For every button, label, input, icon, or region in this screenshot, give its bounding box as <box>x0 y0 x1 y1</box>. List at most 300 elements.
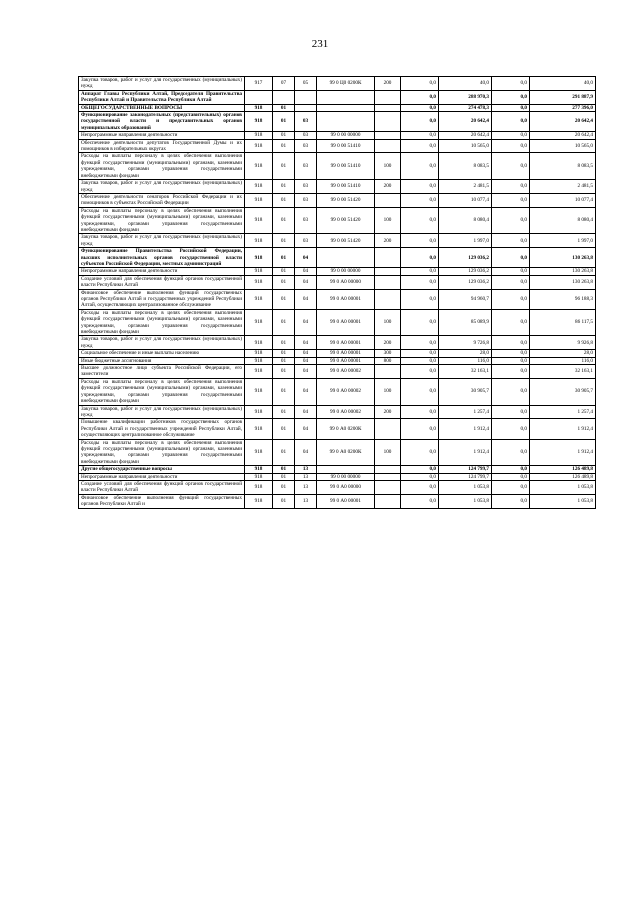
vr-cell: 800 <box>375 357 401 364</box>
ved-cell: 918 <box>245 405 273 419</box>
vr-cell: 100 <box>375 378 401 405</box>
name-cell: Финансовое обеспечение выполнения функций государственных органов Республики Алтай и государственных учреждений Республики Алтай, осуществляющих централизованное обслуживание <box>79 289 245 309</box>
value-3-cell: 0,0 <box>492 289 530 309</box>
value-2-cell: 8 083,5 <box>439 153 492 180</box>
value-1-cell: 0,0 <box>401 193 439 207</box>
value-2-cell: 129 036,2 <box>439 268 492 275</box>
value-1-cell: 0,0 <box>401 289 439 309</box>
table-row <box>79 104 596 111</box>
pr-cell: 13 <box>295 480 317 494</box>
pr-cell: 04 <box>295 419 317 439</box>
vr-cell <box>375 473 401 480</box>
value-4-cell: 20 642,4 <box>530 112 596 132</box>
pr-cell: 04 <box>295 357 317 364</box>
value-2-cell: 28,0 <box>439 350 492 357</box>
table-row <box>79 480 596 494</box>
value-3-cell: 0,0 <box>492 405 530 419</box>
value-4-cell: 1 053,8 <box>530 480 596 494</box>
table-row <box>79 405 596 419</box>
value-2-cell: 10 565,0 <box>439 139 492 153</box>
rz-cell: 01 <box>273 207 295 234</box>
value-3-cell: 0,0 <box>492 153 530 180</box>
pr-cell: 13 <box>295 473 317 480</box>
csr-cell: 99 0 А0 0200К <box>317 439 375 466</box>
value-4-cell: 9 926,8 <box>530 336 596 350</box>
table-row <box>79 275 596 289</box>
value-3-cell: 0,0 <box>492 132 530 139</box>
ved-cell: 918 <box>245 309 273 336</box>
pr-cell: 04 <box>295 439 317 466</box>
value-2-cell: 1 053,8 <box>439 494 492 508</box>
rz-cell: 01 <box>273 439 295 466</box>
csr-cell: 99 0 00 00000 <box>317 473 375 480</box>
ved-cell: 918 <box>245 480 273 494</box>
name-cell: Расходы на выплаты персоналу в целях обеспечения выполнения функций государственными (муниципальными) органами, казенными учреждениями, органами управления государственными внебюджетными фондами <box>79 153 245 180</box>
value-3-cell: 0,0 <box>492 193 530 207</box>
table-row <box>79 139 596 153</box>
pr-cell: 13 <box>295 494 317 508</box>
rz-cell: 01 <box>273 289 295 309</box>
value-2-cell: 274 478,3 <box>439 104 492 111</box>
csr-cell: 99 0 А0 00000 <box>317 275 375 289</box>
csr-cell <box>317 104 375 111</box>
value-2-cell: 8 080,4 <box>439 207 492 234</box>
vr-cell <box>375 90 401 104</box>
name-cell: Обеспечение деятельности сенаторов Российской Федерации и их помощников в субъектах Российской Федерации <box>79 193 245 207</box>
pr-cell: 03 <box>295 153 317 180</box>
vr-cell: 100 <box>375 153 401 180</box>
vr-cell <box>375 480 401 494</box>
value-2-cell: 32 163,1 <box>439 365 492 379</box>
rz-cell: 07 <box>273 77 295 91</box>
table-row <box>79 234 596 248</box>
table-row <box>79 350 596 357</box>
value-2-cell: 9 726,8 <box>439 336 492 350</box>
table-row <box>79 378 596 405</box>
vr-cell: 300 <box>375 350 401 357</box>
rz-cell: 01 <box>273 234 295 248</box>
vr-cell <box>375 112 401 132</box>
rz-cell: 01 <box>273 132 295 139</box>
value-1-cell: 0,0 <box>401 139 439 153</box>
ved-cell <box>245 90 273 104</box>
pr-cell: 04 <box>295 336 317 350</box>
value-4-cell: 130 263,8 <box>530 268 596 275</box>
table-row <box>79 309 596 336</box>
ved-cell: 918 <box>245 419 273 439</box>
value-3-cell: 0,0 <box>492 350 530 357</box>
value-2-cell: 1 912,4 <box>439 439 492 466</box>
value-1-cell: 0,0 <box>401 132 439 139</box>
value-1-cell: 0,0 <box>401 180 439 194</box>
value-4-cell: 28,0 <box>530 350 596 357</box>
ved-cell: 918 <box>245 248 273 268</box>
vr-cell: 100 <box>375 439 401 466</box>
name-cell: ОБЩЕГОСУДАРСТВЕННЫЕ ВОПРОСЫ <box>79 104 245 111</box>
table-row <box>79 132 596 139</box>
csr-cell: 99 0 А0 00000 <box>317 480 375 494</box>
name-cell: Закупка товаров, работ и услуг для государственных (муниципальных) нужд <box>79 234 245 248</box>
value-1-cell: 0,0 <box>401 350 439 357</box>
value-4-cell: 1 912,4 <box>530 439 596 466</box>
pr-cell: 03 <box>295 193 317 207</box>
value-1-cell: 0,0 <box>401 309 439 336</box>
vr-cell <box>375 419 401 439</box>
value-4-cell: 10 077,4 <box>530 193 596 207</box>
value-1-cell: 0,0 <box>401 357 439 364</box>
table-row <box>79 180 596 194</box>
vr-cell: 100 <box>375 207 401 234</box>
value-4-cell: 130 263,8 <box>530 248 596 268</box>
rz-cell: 01 <box>273 268 295 275</box>
name-cell: Закупка товаров, работ и услуг для государственных (муниципальных) нужд <box>79 77 245 91</box>
rz-cell: 01 <box>273 180 295 194</box>
value-2-cell: 1 912,4 <box>439 419 492 439</box>
rz-cell: 01 <box>273 365 295 379</box>
value-1-cell: 0,0 <box>401 275 439 289</box>
csr-cell: 99 0 00 51410 <box>317 139 375 153</box>
rz-cell: 01 <box>273 193 295 207</box>
vr-cell <box>375 365 401 379</box>
table-row <box>79 357 596 364</box>
rz-cell: 01 <box>273 480 295 494</box>
vr-cell: 100 <box>375 309 401 336</box>
value-3-cell: 0,0 <box>492 494 530 508</box>
csr-cell: 99 0 00 00000 <box>317 132 375 139</box>
csr-cell: 99 0 00 51420 <box>317 207 375 234</box>
value-2-cell: 40,0 <box>439 77 492 91</box>
csr-cell: 99 0 А0 00002 <box>317 378 375 405</box>
pr-cell: 04 <box>295 275 317 289</box>
table-row <box>79 473 596 480</box>
pr-cell: 03 <box>295 234 317 248</box>
vr-cell <box>375 139 401 153</box>
ved-cell: 918 <box>245 473 273 480</box>
ved-cell: 918 <box>245 268 273 275</box>
rz-cell: 01 <box>273 378 295 405</box>
value-1-cell: 0,0 <box>401 439 439 466</box>
rz-cell: 01 <box>273 248 295 268</box>
table-row <box>79 153 596 180</box>
pr-cell: 03 <box>295 132 317 139</box>
pr-cell: 04 <box>295 405 317 419</box>
value-2-cell: 124 799,7 <box>439 466 492 473</box>
value-1-cell: 0,0 <box>401 77 439 91</box>
ved-cell: 918 <box>245 193 273 207</box>
vr-cell <box>375 466 401 473</box>
ved-cell: 918 <box>245 365 273 379</box>
ved-cell: 918 <box>245 132 273 139</box>
ved-cell: 918 <box>245 357 273 364</box>
value-4-cell: 130 263,8 <box>530 275 596 289</box>
table-row <box>79 112 596 132</box>
pr-cell: 04 <box>295 289 317 309</box>
pr-cell: 04 <box>295 378 317 405</box>
ved-cell: 918 <box>245 180 273 194</box>
name-cell: Закупка товаров, работ и услуг для государственных (муниципальных) нужд <box>79 405 245 419</box>
value-2-cell: 124 799,7 <box>439 473 492 480</box>
value-3-cell: 0,0 <box>492 336 530 350</box>
vr-cell <box>375 193 401 207</box>
value-1-cell: 0,0 <box>401 153 439 180</box>
pr-cell: 04 <box>295 268 317 275</box>
value-3-cell: 0,0 <box>492 378 530 405</box>
value-3-cell: 0,0 <box>492 180 530 194</box>
name-cell: Расходы на выплаты персоналу в целях обеспечения выполнения функций государственными (муниципальными) органами, казенными учреждениями, органами управления государственными внебюджетными фондами <box>79 207 245 234</box>
ved-cell: 918 <box>245 234 273 248</box>
vr-cell <box>375 268 401 275</box>
table-row <box>79 90 596 104</box>
csr-cell <box>317 466 375 473</box>
value-1-cell: 0,0 <box>401 90 439 104</box>
value-3-cell: 0,0 <box>492 365 530 379</box>
vr-cell <box>375 248 401 268</box>
table-row <box>79 289 596 309</box>
csr-cell: 99 0 А0 00001 <box>317 309 375 336</box>
pr-cell: 03 <box>295 180 317 194</box>
ved-cell: 918 <box>245 104 273 111</box>
value-2-cell: 94 960,7 <box>439 289 492 309</box>
value-2-cell: 116,0 <box>439 357 492 364</box>
csr-cell: 99 0 А0 00001 <box>317 289 375 309</box>
ved-cell: 918 <box>245 466 273 473</box>
ved-cell: 918 <box>245 494 273 508</box>
value-1-cell: 0,0 <box>401 112 439 132</box>
rz-cell: 01 <box>273 494 295 508</box>
csr-cell: 99 0 Ц0 0200К <box>317 77 375 91</box>
csr-cell: 99 0 А0 00001 <box>317 350 375 357</box>
value-2-cell: 2 481,5 <box>439 180 492 194</box>
vr-cell <box>375 289 401 309</box>
table-row <box>79 419 596 439</box>
pr-cell: 05 <box>295 77 317 91</box>
value-3-cell: 0,0 <box>492 234 530 248</box>
name-cell: Закупка товаров, работ и услуг для государственных (муниципальных) нужд <box>79 180 245 194</box>
csr-cell: 99 0 00 51410 <box>317 153 375 180</box>
csr-cell: 99 0 А0 00001 <box>317 357 375 364</box>
table-row <box>79 439 596 466</box>
ved-cell: 918 <box>245 289 273 309</box>
value-2-cell: 30 905,7 <box>439 378 492 405</box>
name-cell: Непрограммные направления деятельности <box>79 473 245 480</box>
ved-cell: 918 <box>245 336 273 350</box>
name-cell: Обеспечение деятельности депутатов Государственной Думы и их помощников в избирательных округах <box>79 139 245 153</box>
value-2-cell: 20 642,4 <box>439 112 492 132</box>
table-row <box>79 268 596 275</box>
csr-cell: 99 0 00 00000 <box>317 268 375 275</box>
rz-cell: 01 <box>273 309 295 336</box>
value-2-cell: 288 970,3 <box>439 90 492 104</box>
ved-cell: 918 <box>245 378 273 405</box>
value-3-cell: 0,0 <box>492 268 530 275</box>
value-1-cell: 0,0 <box>401 419 439 439</box>
csr-cell: 99 0 А0 0200К <box>317 419 375 439</box>
pr-cell: 13 <box>295 466 317 473</box>
value-1-cell: 0,0 <box>401 268 439 275</box>
rz-cell: 01 <box>273 405 295 419</box>
value-4-cell: 1 997,0 <box>530 234 596 248</box>
vr-cell: 200 <box>375 336 401 350</box>
vr-cell <box>375 104 401 111</box>
name-cell: Функционирование законодательных (представительных) органов государственной власти и представительных органов муниципальных образований <box>79 112 245 132</box>
name-cell: Непрограммные направления деятельности <box>79 132 245 139</box>
value-3-cell: 0,0 <box>492 357 530 364</box>
name-cell: Иные бюджетные ассигнования <box>79 357 245 364</box>
rz-cell <box>273 90 295 104</box>
value-4-cell: 126 489,8 <box>530 466 596 473</box>
pr-cell: 04 <box>295 365 317 379</box>
pr-cell: 04 <box>295 248 317 268</box>
pr-cell <box>295 104 317 111</box>
value-4-cell: 30 905,7 <box>530 378 596 405</box>
csr-cell: 99 0 А0 00001 <box>317 494 375 508</box>
value-4-cell: 291 887,9 <box>530 90 596 104</box>
vr-cell: 200 <box>375 180 401 194</box>
value-4-cell: 277 396,0 <box>530 104 596 111</box>
page-number: 231 <box>311 38 329 50</box>
table-row <box>79 466 596 473</box>
value-1-cell: 0,0 <box>401 207 439 234</box>
value-3-cell: 0,0 <box>492 466 530 473</box>
table-row <box>79 365 596 379</box>
table-body <box>79 77 596 509</box>
value-4-cell: 86 117,5 <box>530 309 596 336</box>
value-1-cell: 0,0 <box>401 473 439 480</box>
rz-cell: 01 <box>273 153 295 180</box>
value-3-cell: 0,0 <box>492 77 530 91</box>
value-3-cell: 0,0 <box>492 473 530 480</box>
table-row <box>79 248 596 268</box>
csr-cell: 99 0 А0 00002 <box>317 365 375 379</box>
name-cell: Повышение квалификации работников государственных органов Республики Алтай и государственных учреждений Республики Алтай, осуществляющих централизованное обслуживание <box>79 419 245 439</box>
name-cell: Аппарат Главы Республики Алтай, Председателя Правительства Республики Алтай и Правительства Республики Алтай <box>79 90 245 104</box>
csr-cell: 99 0 А0 00002 <box>317 405 375 419</box>
rz-cell: 01 <box>273 466 295 473</box>
budget-table <box>78 76 596 509</box>
value-2-cell: 10 077,4 <box>439 193 492 207</box>
value-2-cell: 1 053,8 <box>439 480 492 494</box>
name-cell: Создание условий для обеспечения функций органов государственной власти Республики Алтай <box>79 480 245 494</box>
value-4-cell: 1 053,8 <box>530 494 596 508</box>
value-2-cell: 129 036,2 <box>439 248 492 268</box>
value-2-cell: 20 642,4 <box>439 132 492 139</box>
ved-cell: 918 <box>245 439 273 466</box>
value-3-cell: 0,0 <box>492 419 530 439</box>
value-3-cell: 0,0 <box>492 104 530 111</box>
ved-cell: 918 <box>245 112 273 132</box>
name-cell: Расходы на выплаты персоналу в целях обеспечения выполнения функций государственными (муниципальными) органами, казенными учреждениями, органами управления государственными внебюджетными фондами <box>79 378 245 405</box>
value-4-cell: 32 163,1 <box>530 365 596 379</box>
rz-cell: 01 <box>273 357 295 364</box>
name-cell: Создание условий для обеспечения функций органов государственной власти Республики Алтай <box>79 275 245 289</box>
name-cell: Расходы на выплаты персоналу в целях обеспечения выполнения функций государственными (муниципальными) органами, казенными учреждениями, органами управления государственными внебюджетными фондами <box>79 309 245 336</box>
value-3-cell: 0,0 <box>492 139 530 153</box>
value-4-cell: 126 489,8 <box>530 473 596 480</box>
value-3-cell: 0,0 <box>492 207 530 234</box>
value-4-cell: 8 080,4 <box>530 207 596 234</box>
csr-cell <box>317 248 375 268</box>
rz-cell: 01 <box>273 336 295 350</box>
rz-cell: 01 <box>273 104 295 111</box>
csr-cell <box>317 90 375 104</box>
value-4-cell: 2 481,5 <box>530 180 596 194</box>
value-1-cell: 0,0 <box>401 336 439 350</box>
name-cell: Функционирование Правительства Российской Федерации, высших исполнительных органов государственной власти субъектов Российской Федерации, местных администраций <box>79 248 245 268</box>
csr-cell: 99 0 00 51420 <box>317 234 375 248</box>
value-3-cell: 0,0 <box>492 275 530 289</box>
rz-cell: 01 <box>273 112 295 132</box>
value-2-cell: 1 997,0 <box>439 234 492 248</box>
ved-cell: 917 <box>245 77 273 91</box>
value-4-cell: 116,0 <box>530 357 596 364</box>
value-1-cell: 0,0 <box>401 248 439 268</box>
pr-cell: 04 <box>295 309 317 336</box>
pr-cell: 04 <box>295 350 317 357</box>
ved-cell: 918 <box>245 275 273 289</box>
value-3-cell: 0,0 <box>492 112 530 132</box>
value-4-cell: 8 083,5 <box>530 153 596 180</box>
rz-cell: 01 <box>273 473 295 480</box>
value-4-cell: 10 565,0 <box>530 139 596 153</box>
pr-cell: 03 <box>295 139 317 153</box>
value-1-cell: 0,0 <box>401 365 439 379</box>
vr-cell: 200 <box>375 405 401 419</box>
csr-cell: 99 0 00 51420 <box>317 193 375 207</box>
pr-cell: 03 <box>295 207 317 234</box>
csr-cell: 99 0 00 51410 <box>317 180 375 194</box>
pr-cell: 03 <box>295 112 317 132</box>
value-1-cell: 0,0 <box>401 405 439 419</box>
rz-cell: 01 <box>273 139 295 153</box>
value-4-cell: 40,0 <box>530 77 596 91</box>
value-1-cell: 0,0 <box>401 466 439 473</box>
name-cell: Высшее должностное лицо субъекта Российской Федерации, его заместители <box>79 365 245 379</box>
vr-cell <box>375 132 401 139</box>
table-row <box>79 193 596 207</box>
value-2-cell: 85 089,9 <box>439 309 492 336</box>
vr-cell: 200 <box>375 234 401 248</box>
rz-cell: 01 <box>273 419 295 439</box>
value-4-cell: 1 912,4 <box>530 419 596 439</box>
table-row <box>79 207 596 234</box>
value-4-cell: 20 642,4 <box>530 132 596 139</box>
rz-cell: 01 <box>273 350 295 357</box>
csr-cell: 99 0 А0 00001 <box>317 336 375 350</box>
value-3-cell: 0,0 <box>492 309 530 336</box>
ved-cell: 918 <box>245 207 273 234</box>
rz-cell: 01 <box>273 275 295 289</box>
table-row <box>79 336 596 350</box>
value-1-cell: 0,0 <box>401 480 439 494</box>
value-4-cell: 1 257,4 <box>530 405 596 419</box>
name-cell: Расходы на выплаты персоналу в целях обеспечения выполнения функций государственными (муниципальными) органами, казенными учреждениями, органами управления государственными внебюджетными фондами <box>79 439 245 466</box>
pr-cell <box>295 90 317 104</box>
value-4-cell: 96 188,3 <box>530 289 596 309</box>
vr-cell: 200 <box>375 77 401 91</box>
csr-cell <box>317 112 375 132</box>
value-1-cell: 0,0 <box>401 104 439 111</box>
value-2-cell: 129 036,2 <box>439 275 492 289</box>
vr-cell <box>375 494 401 508</box>
value-3-cell: 0,0 <box>492 248 530 268</box>
table-row <box>79 77 596 91</box>
value-3-cell: 0,0 <box>492 90 530 104</box>
name-cell: Другие общегосударственные вопросы <box>79 466 245 473</box>
name-cell: Социальное обеспечение и иные выплаты населению <box>79 350 245 357</box>
value-3-cell: 0,0 <box>492 439 530 466</box>
value-1-cell: 0,0 <box>401 378 439 405</box>
table-row <box>79 494 596 508</box>
